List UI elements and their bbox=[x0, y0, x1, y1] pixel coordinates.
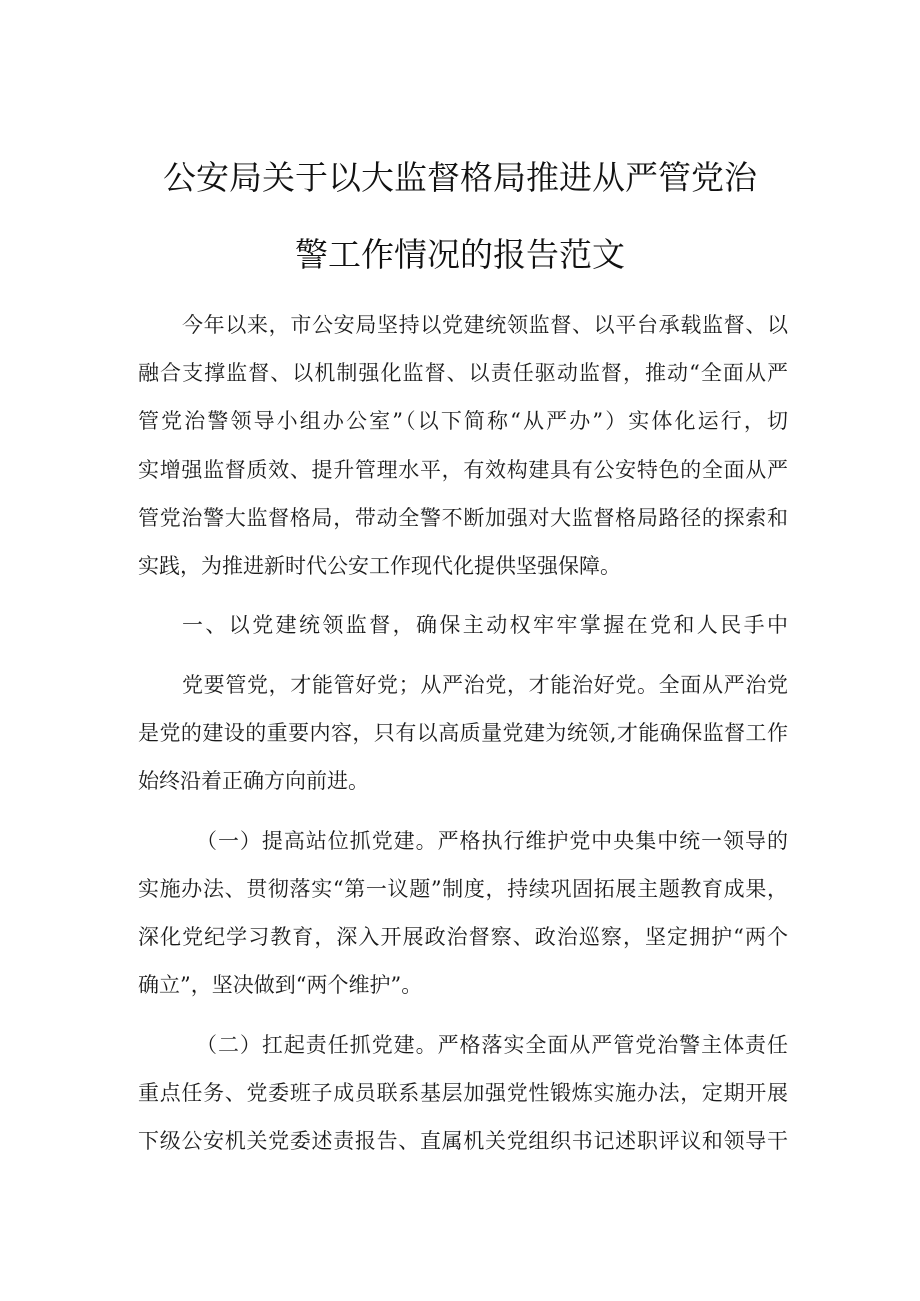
paragraph-line: 是党的建设的重要内容，只有以高质量党建为统领,才能确保监督工作 bbox=[138, 721, 788, 745]
paragraph-line: 下级公安机关党委述责报告、直属机关党组织书记述职评议和领导干 bbox=[138, 1129, 788, 1153]
paragraph-line: 深化党纪学习教育，深入开展政治督察、政治巡察，坚定拥护“两个 bbox=[138, 925, 788, 949]
paragraph-line: 融合支撑监督、以机制强化监督、以责任驱动监督，推动“全面从严 bbox=[138, 361, 788, 385]
paragraph-line: （二）扛起责任抓党建。严格落实全面从严管党治警主体责任 bbox=[196, 1033, 788, 1057]
paragraph-line: 重点任务、党委班子成员联系基层加强党性锻炼实施办法，定期开展 bbox=[138, 1081, 788, 1105]
document-title-line-2: 警工作情况的报告范文 bbox=[295, 235, 625, 274]
paragraph-line: 实践，为推进新时代公安工作现代化提供坚强保障。 bbox=[138, 554, 621, 578]
paragraph-line: 今年以来，市公安局坚持以党建统领监督、以平台承载监督、以 bbox=[182, 313, 788, 337]
paragraph-line: 实增强监督质效、提升管理水平，有效构建具有公安特色的全面从严 bbox=[138, 458, 788, 482]
paragraph-line: 管党治警大监督格局，带动全警不断加强对大监督格局路径的探索和 bbox=[138, 506, 788, 530]
section-heading: 一、以党建统领监督，确保主动权牢牢掌握在党和人民手中 bbox=[182, 613, 788, 637]
paragraph-line: 确立”，坚决做到“两个维护”。 bbox=[138, 973, 423, 997]
paragraph-line: 党要管党，才能管好党；从严治党，才能治好党。全面从严治党 bbox=[182, 673, 788, 697]
document-title-line-1: 公安局关于以大监督格局推进从严管党治 bbox=[163, 158, 757, 197]
paragraph-line: 始终沿着正确方向前进。 bbox=[138, 769, 369, 793]
paragraph-line: 实施办法、贯彻落实“第一议题”制度，持续巩固拓展主题教育成果， bbox=[138, 877, 788, 901]
paragraph-line: （一）提高站位抓党建。严格执行维护党中央集中统一领导的 bbox=[196, 829, 788, 853]
paragraph-line: 管党治警领导小组办公室”（以下简称“从严办”）实体化运行，切 bbox=[138, 409, 788, 433]
